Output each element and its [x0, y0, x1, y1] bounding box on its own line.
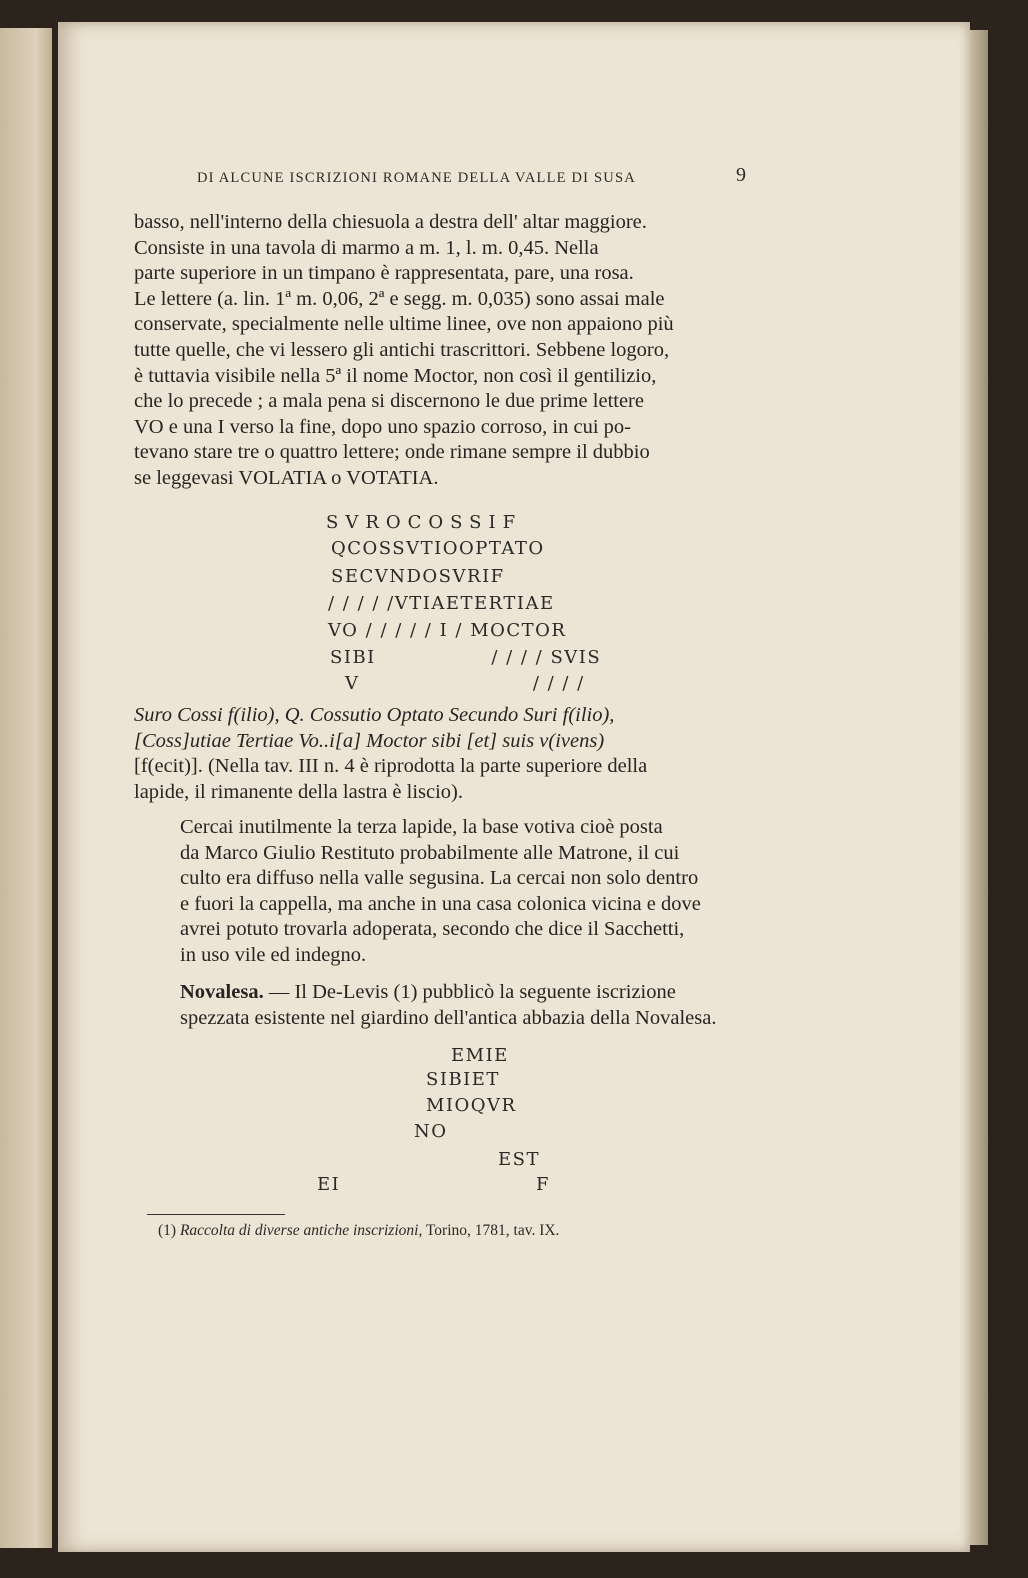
text-line: basso, nell'interno della chiesuola a destra dell' altar maggiore.	[134, 211, 647, 233]
page-stack-edge	[970, 30, 988, 1545]
text-line: spezzata esistente nel giardino dell'antica abbazia della Novalesa.	[180, 1006, 717, 1029]
page-number: 9	[736, 164, 746, 186]
previous-page-edge	[0, 28, 52, 1548]
inscription-line: SIBI / / / / SVIS	[330, 647, 602, 668]
footnote	[158, 1222, 559, 1240]
text-line: conservate, specialmente nelle ultime linee, ove non appaiono più	[134, 313, 674, 336]
inscription-line: / / / / /VTIAETERTIAE	[328, 593, 555, 614]
text-line	[134, 980, 756, 1006]
inscription-line: F	[536, 1174, 550, 1195]
text-line: lapide, il rimanente della lastra è liscio).	[134, 780, 464, 803]
text-line: parte superiore in un timpano è rappresentata, pare, una rosa.	[134, 262, 634, 285]
footnote-title: Raccolta di diverse antiche inscrizioni	[179, 1222, 419, 1239]
running-title: DI ALCUNE ISCRIZIONI ROMANE DELLA VALLE DI SUSA	[197, 170, 636, 186]
text-line: tutte quelle, che vi lessero gli antichi trascrittori. Sebbene logoro,	[134, 338, 670, 361]
paragraph-description	[134, 210, 756, 492]
text-line: [Coss]utiae Tertiae Vo..i[a] Moctor sibi [et] suis v(ivens)	[134, 729, 605, 752]
text-line: Suro Cossi f(ilio), Q. Cossutio Optato Secundo Suri f(ilio),	[134, 704, 615, 726]
inscription-line: VO / / / / / I / MOCTOR	[328, 620, 567, 641]
inscription-line: SVROCOSSIF	[326, 512, 523, 533]
text-fragment: — Il De-Levis (1) pubblicò la seguente iscrizione	[263, 981, 676, 1003]
inscription-line: SIBIET	[426, 1069, 500, 1090]
inscription-line: QCOSSVTIOOPTATO	[331, 538, 545, 559]
text-line: [f(ecit)]. (Nella tav. III n. 4 è riprodotta la parte superiore della	[134, 755, 648, 778]
transcription	[134, 703, 756, 805]
text-line: e fuori la cappella, ma anche in una casa colonica vicina e dove	[180, 892, 701, 915]
inscription-line: EST	[498, 1149, 540, 1170]
footnote-rule	[147, 1214, 285, 1215]
inscription-line: SECVNDOSVRIF	[331, 566, 505, 587]
text-line: culto era diffuso nella valle segusina. La cercai non solo dentro	[180, 867, 699, 890]
text-line: se leggevasi VOLATIA o VOTATIA.	[134, 466, 439, 489]
paragraph-novalesa	[134, 980, 756, 1031]
footnote-citation: , Torino, 1781, tav. IX.	[418, 1222, 560, 1239]
text-line: in uso vile ed indegno.	[180, 943, 367, 966]
inscription-line: V / / / /	[345, 673, 585, 694]
text-line: è tuttavia visibile nella 5ª il nome Moctor, non così il gentilizio,	[134, 364, 657, 387]
text-line: Le lettere (a. lin. 1ª m. 0,06, 2ª e segg. m. 0,035) sono assai male	[134, 287, 665, 310]
text-line: Cercai inutilmente la terza lapide, la base votiva cioè posta	[180, 816, 663, 838]
text-line: Consiste in una tavola di marmo a m. 1, l. m. 0,45. Nella	[134, 236, 599, 259]
paragraph-cercai	[134, 815, 756, 969]
inscription-line: EMIE	[451, 1045, 509, 1066]
inscription-line: EI	[317, 1174, 341, 1195]
text-line: avrei potuto trovarla adoperata, secondo che dice il Sacchetti,	[180, 918, 685, 941]
text-line: VO e una I verso la fine, dopo uno spazio corroso, in cui po-	[134, 415, 631, 438]
text-line: che lo precede ; a mala pena si discernono le due prime lettere	[134, 390, 644, 413]
section-label: Novalesa.	[180, 981, 264, 1003]
text-line: da Marco Giulio Restituto probabilmente alle Matrone, il cui	[180, 841, 680, 864]
inscription-line: MIOQVR	[426, 1095, 517, 1116]
inscription-line: NO	[414, 1121, 448, 1142]
footnote-number: (1)	[158, 1222, 177, 1239]
text-line: tevano stare tre o quattro lettere; onde rimane sempre il dubbio	[134, 441, 650, 464]
